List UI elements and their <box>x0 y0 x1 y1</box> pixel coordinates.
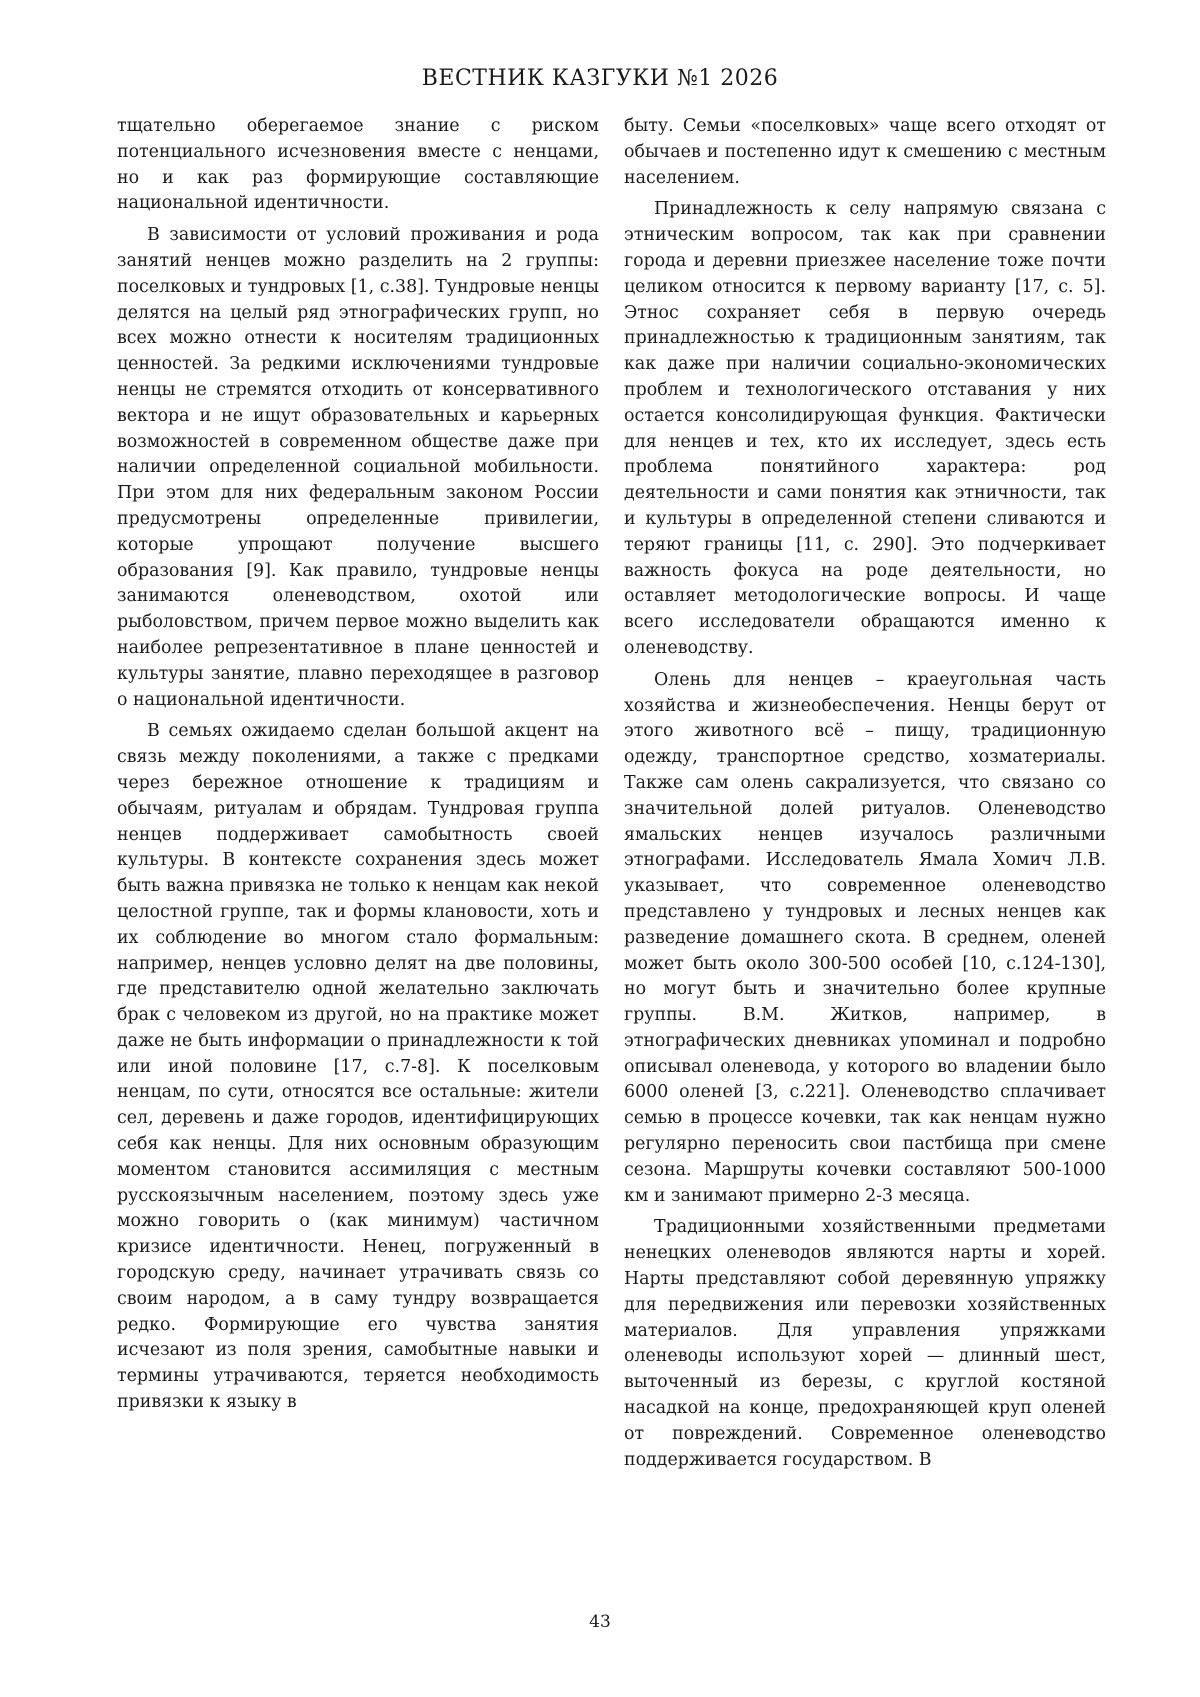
page-number: 43 <box>589 1612 611 1632</box>
paragraph: В семьях ожидаемо сделан большой акцент на связь между поколениями, а также с предками через бережное отношение к традициям и обычаям, ритуалам и обрядам. Тундровая группа ненцев поддерживает самобытность своей культуры. В контексте сохранения здесь может быть важна привязка не только к ненцам как некой целостной группе, так и формы клановости, хоть и их соблюдение во многом стало формальным: например, ненцев условно делят на две половины, где представителю одной желательно заключать брак с человеком из другой, но на практике может даже не быть информации о принадлежности к той или иной половине [17, с.7-8]. К поселковым ненцам, по сути, относятся все остальные: жители сел, деревень и даже городов, идентифицирующих себя как ненцы. Для них основным образующим моментом становится ассимиляция с местным русскоязычным населением, поэтому здесь уже можно говорить о (как минимум) частичном кризисе идентичности. Ненец, погруженный в городскую среду, начинает утрачивать связь со своим народом, а в саму тундру возвращается редко. Формирующие его чувства занятия исчезают из поля зрения, самобытные навыки и термины утрачиваются, теряется необходимость привязки к языку в <box>117 721 599 1413</box>
paragraph: быту. Семьи «поселковых» чаще всего отходят от обычаев и постепенно идут к смешению с местным населением. <box>624 116 1106 188</box>
left-column <box>117 114 599 1422</box>
paragraph: тщательно оберегаемое знание с риском потенциального исчезновения вместе с ненцами, но и как раз формирующие составляющие национальной идентичности. <box>117 116 599 214</box>
paragraph: Олень для ненцев – краеугольная часть хозяйства и жизнеобеспечения. Ненцы берут от этого животного всё – пищу, традиционную одежду, транспортное средство, хозматериалы. Также сам олень сакрализуется, что связано со значительной долей ритуалов. Оленеводство ямальских ненцев изучалось различными этнографами. Исследователь Ямала Хомич Л.В. указывает, что современное оленеводство представлено у тундровых и лесных ненцев как разведение домашнего скота. В среднем, оленей может быть около 300-500 особей [10, с.124-130], но могут быть и значительно более крупные группы. В.М. Житков, например, в этнографических дневниках упоминал и подробно описывал оленевода, у которого во владении было 6000 оленей [3, с.221]. Оленеводство сплачивает семью в процессе кочевки, так как ненцам нужно регулярно переносить свои пастбища при смене сезона. Маршруты кочевки составляют 500-1000 км и занимают примерно 2-3 месяца. <box>624 669 1106 1206</box>
paragraph: Принадлежность к селу напрямую связана с этническим вопросом, так как при сравнении города и деревни приезжее население тоже почти целиком относится к первому варианту [17, с. 5]. Этнос сохраняет себя в первую очередь принадлежностью к традиционным занятиям, так как даже при наличии социально-экономических проблем и технологического отставания у них остается консолидирующая функция. Фактически для ненцев и тех, кто их исследует, здесь есть проблема понятийного характера: род деятельности и сами понятия как этничности, так и культуры в определенной степени сливаются и теряют границы [11, с. 290]. Это подчеркивает важность фокуса на роде деятельности, но оставляет методологические вопросы. И чаще всего исследователи обращаются именно к оленеводству. <box>624 199 1106 658</box>
right-column <box>624 114 1106 1479</box>
paragraph: В зависимости от условий проживания и рода занятий ненцев можно разделить на 2 группы: поселковых и тундровых [1, с.38]. Тундровые ненцы делятся на целый ряд этнографических групп, но всех можно отнести к носителям традиционных ценностей. За редкими исключениями тундровые ненцы не стремятся отходить от консервативного вектора и не ищут образовательных и карьерных возможностей в современном обществе даже при наличии определенной социальной мобильности. При этом для них федеральным законом России предусмотрены определенные привилегии, которые упрощают получение высшего образования [9]. Как правило, тундровые ненцы занимаются оленеводством, охотой или рыболовством, причем первое можно выделить как наиболее репрезентативное в плане ценностей и культуры занятие, плавно переходящее в разговор о национальной идентичности. <box>117 225 599 710</box>
paragraph: Традиционными хозяйственными предметами ненецких оленеводов являются нарты и хорей. Нарты представляют собой деревянную упряжку для передвижения или перевозки хозяйственных материалов. Для управления упряжками оленеводы используют хорей — длинный шест, выточенный из березы, с круглой костяной насадкой на конце, предохраняющей круп оленей от повреждений. Современное оленеводство поддерживается государством. В <box>624 1217 1106 1470</box>
journal-header: ВЕСТНИК КАЗГУКИ №1 2026 <box>421 66 779 91</box>
